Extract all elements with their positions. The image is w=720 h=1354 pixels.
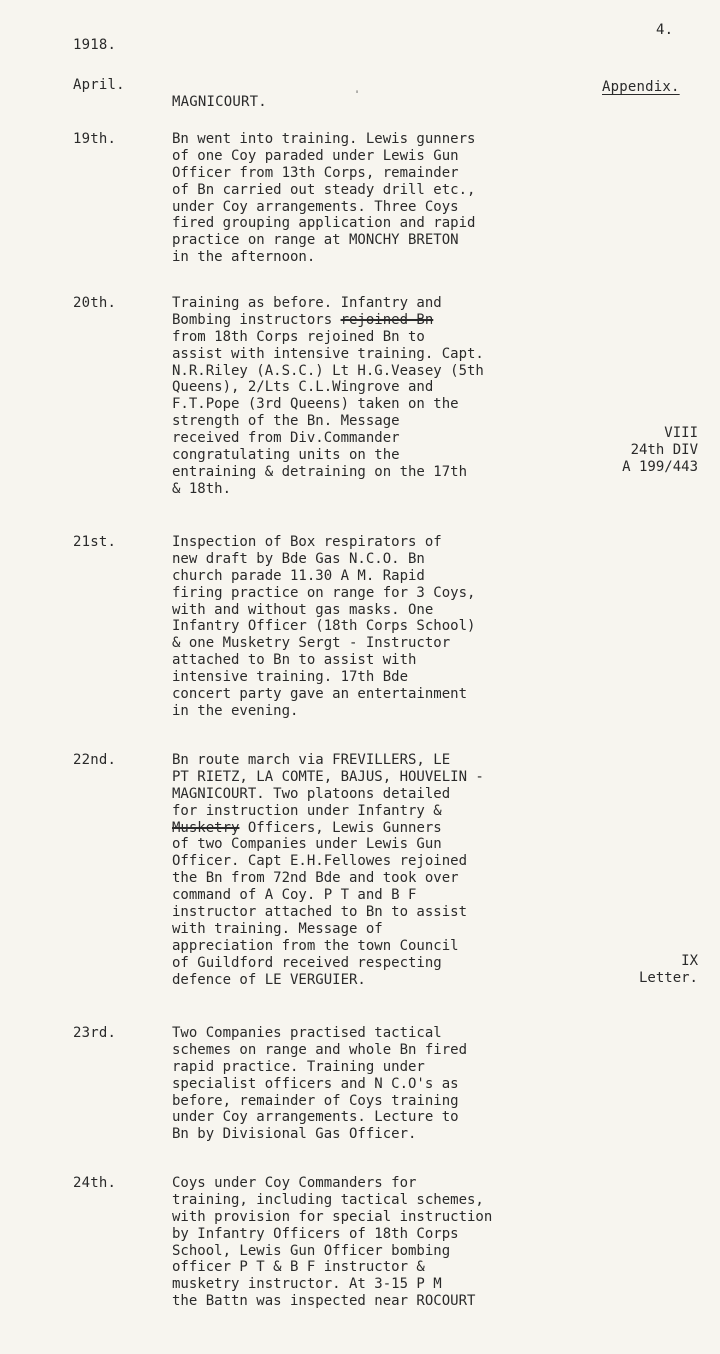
- entry-line: entraining & detraining on the 17th: [172, 463, 468, 480]
- entry-line: concert party gave an entertainment: [172, 686, 468, 703]
- entry-line: Infantry Officer (18th Corps School): [172, 618, 476, 635]
- entry-date: 24th.: [73, 1175, 117, 1191]
- entry-text: [172, 752, 612, 988]
- entry-line: rapid practice. Training under: [172, 1058, 425, 1075]
- struck-text: Musketry: [172, 819, 240, 836]
- year-label: 1918.: [73, 37, 117, 53]
- entry-line: Bn route march via FREVILLERS, LE: [172, 752, 451, 768]
- entry-line: received from Div.Commander: [172, 430, 400, 447]
- appendix-heading: Appendix.: [602, 79, 680, 95]
- entry-line: new draft by Bde Gas N.C.O. Bn: [172, 550, 425, 567]
- appendix-ref-line: VIII: [664, 425, 698, 441]
- entry-line: musketry instructor. At 3-15 P M: [172, 1276, 442, 1293]
- entry-line: under Coy arrangements. Three Coys: [172, 198, 459, 215]
- entry-date: 22nd.: [73, 752, 117, 768]
- appendix-ref-line: IX: [681, 953, 698, 969]
- entry-line: the Battn was inspected near ROCOURT: [172, 1293, 476, 1310]
- entry-text: [172, 1175, 612, 1310]
- entry-text: [172, 131, 612, 266]
- entry-line: practice on range at MONCHY BRETON: [172, 232, 459, 249]
- month-label: April.: [73, 77, 125, 93]
- entry-line: MAGNICOURT. Two platoons detailed: [172, 785, 451, 802]
- entry-date: 21st.: [73, 534, 117, 550]
- entry-line: fired grouping application and rapid: [172, 215, 476, 232]
- page-number: 4.: [656, 22, 674, 38]
- entry-line: defence of LE VERGUIER.: [172, 971, 366, 988]
- entry-line: with and without gas masks. One: [172, 601, 434, 618]
- entry-text: [172, 295, 612, 498]
- appendix-ref-line: A 199/443: [622, 458, 698, 475]
- entry-line: congratulating units on the: [172, 447, 400, 464]
- entry-line: firing practice on range for 3 Coys,: [172, 584, 476, 601]
- entry-line: PT RIETZ, LA COMTE, BAJUS, HOUVELIN -: [172, 768, 484, 785]
- entry-line: Officer. Capt E.H.Fellowes rejoined: [172, 853, 468, 870]
- entry-line: attached to Bn to assist with: [172, 652, 417, 669]
- entry-line: training, including tactical schemes,: [172, 1191, 484, 1208]
- entry-line: intensive training. 17th Bde: [172, 669, 409, 686]
- entry-line: before, remainder of Coys training: [172, 1092, 459, 1109]
- entry-line: assist with intensive training. Capt.: [172, 345, 484, 362]
- entry-date: 23rd.: [73, 1025, 117, 1041]
- entry-line: Coys under Coy Commanders for: [172, 1175, 417, 1191]
- entry-line: command of A Coy. P T and B F: [172, 887, 417, 904]
- entry-line: [172, 820, 612, 837]
- entry-line: the Bn from 72nd Bde and took over: [172, 870, 459, 887]
- entry-line: in the evening.: [172, 702, 299, 719]
- entry-line: Bn went into training. Lewis gunners: [172, 131, 476, 147]
- entry-line: & one Musketry Sergt - Instructor: [172, 635, 451, 652]
- entry-line: officer P T & B F instructor &: [172, 1259, 425, 1276]
- entry-line: of two Companies under Lewis Gun: [172, 836, 442, 853]
- entry-line-text: Officers, Lewis Gunners: [239, 819, 442, 836]
- entry-line: Queens), 2/Lts C.L.Wingrove and: [172, 379, 434, 396]
- entry-line: church parade 11.30 A M. Rapid: [172, 567, 425, 584]
- entry-line: of one Coy paraded under Lewis Gun: [172, 147, 459, 164]
- entry-line: F.T.Pope (3rd Queens) taken on the: [172, 396, 459, 413]
- entry-line: & 18th.: [172, 480, 232, 497]
- entry-date: 20th.: [73, 295, 117, 311]
- entry-line: in the afternoon.: [172, 249, 316, 266]
- entry-line: schemes on range and whole Bn fired: [172, 1041, 468, 1058]
- entry-text: [172, 1025, 612, 1143]
- entry-line: Two Companies practised tactical: [172, 1025, 442, 1041]
- entry-line: strength of the Bn. Message: [172, 413, 400, 430]
- entry-line: of Guildford received respecting: [172, 954, 442, 971]
- pencil-mark: ˈ: [354, 90, 361, 101]
- entry-line: specialist officers and N C.O's as: [172, 1075, 459, 1092]
- entry-line: [172, 312, 612, 329]
- entry-line: Training as before. Infantry and: [172, 295, 442, 311]
- entry-line: with provision for special instruction: [172, 1208, 493, 1225]
- appendix-ref-line: 24th DIV: [630, 441, 698, 458]
- entry-line: with training. Message of: [172, 920, 383, 937]
- struck-text: rejoined Bn: [340, 311, 434, 328]
- entry-line: for instruction under Infantry &: [172, 802, 442, 819]
- entry-line: instructor attached to Bn to assist: [172, 904, 468, 921]
- entry-line: N.R.Riley (A.S.C.) Lt H.G.Veasey (5th: [172, 362, 484, 379]
- entry-date: 19th.: [73, 131, 117, 147]
- appendix-reference: [622, 425, 698, 476]
- entry-line: appreciation from the town Council: [172, 937, 459, 954]
- entry-line: from 18th Corps rejoined Bn to: [172, 328, 425, 345]
- entry-text: [172, 534, 612, 720]
- entry-line: Officer from 13th Corps, remainder: [172, 164, 459, 181]
- appendix-ref-line: Letter.: [638, 969, 698, 986]
- appendix-reference: [639, 953, 698, 987]
- entry-line: Bn by Divisional Gas Officer.: [172, 1126, 417, 1143]
- entry-line: by Infantry Officers of 18th Corps: [172, 1225, 459, 1242]
- entry-line: under Coy arrangements. Lecture to: [172, 1109, 459, 1126]
- entry-line-text: Bombing instructors: [172, 311, 341, 328]
- entry-line: School, Lewis Gun Officer bombing: [172, 1242, 451, 1259]
- entry-line: of Bn carried out steady drill etc.,: [172, 181, 476, 198]
- entry-line: Inspection of Box respirators of: [172, 534, 442, 550]
- place-heading: MAGNICOURT.: [172, 94, 267, 110]
